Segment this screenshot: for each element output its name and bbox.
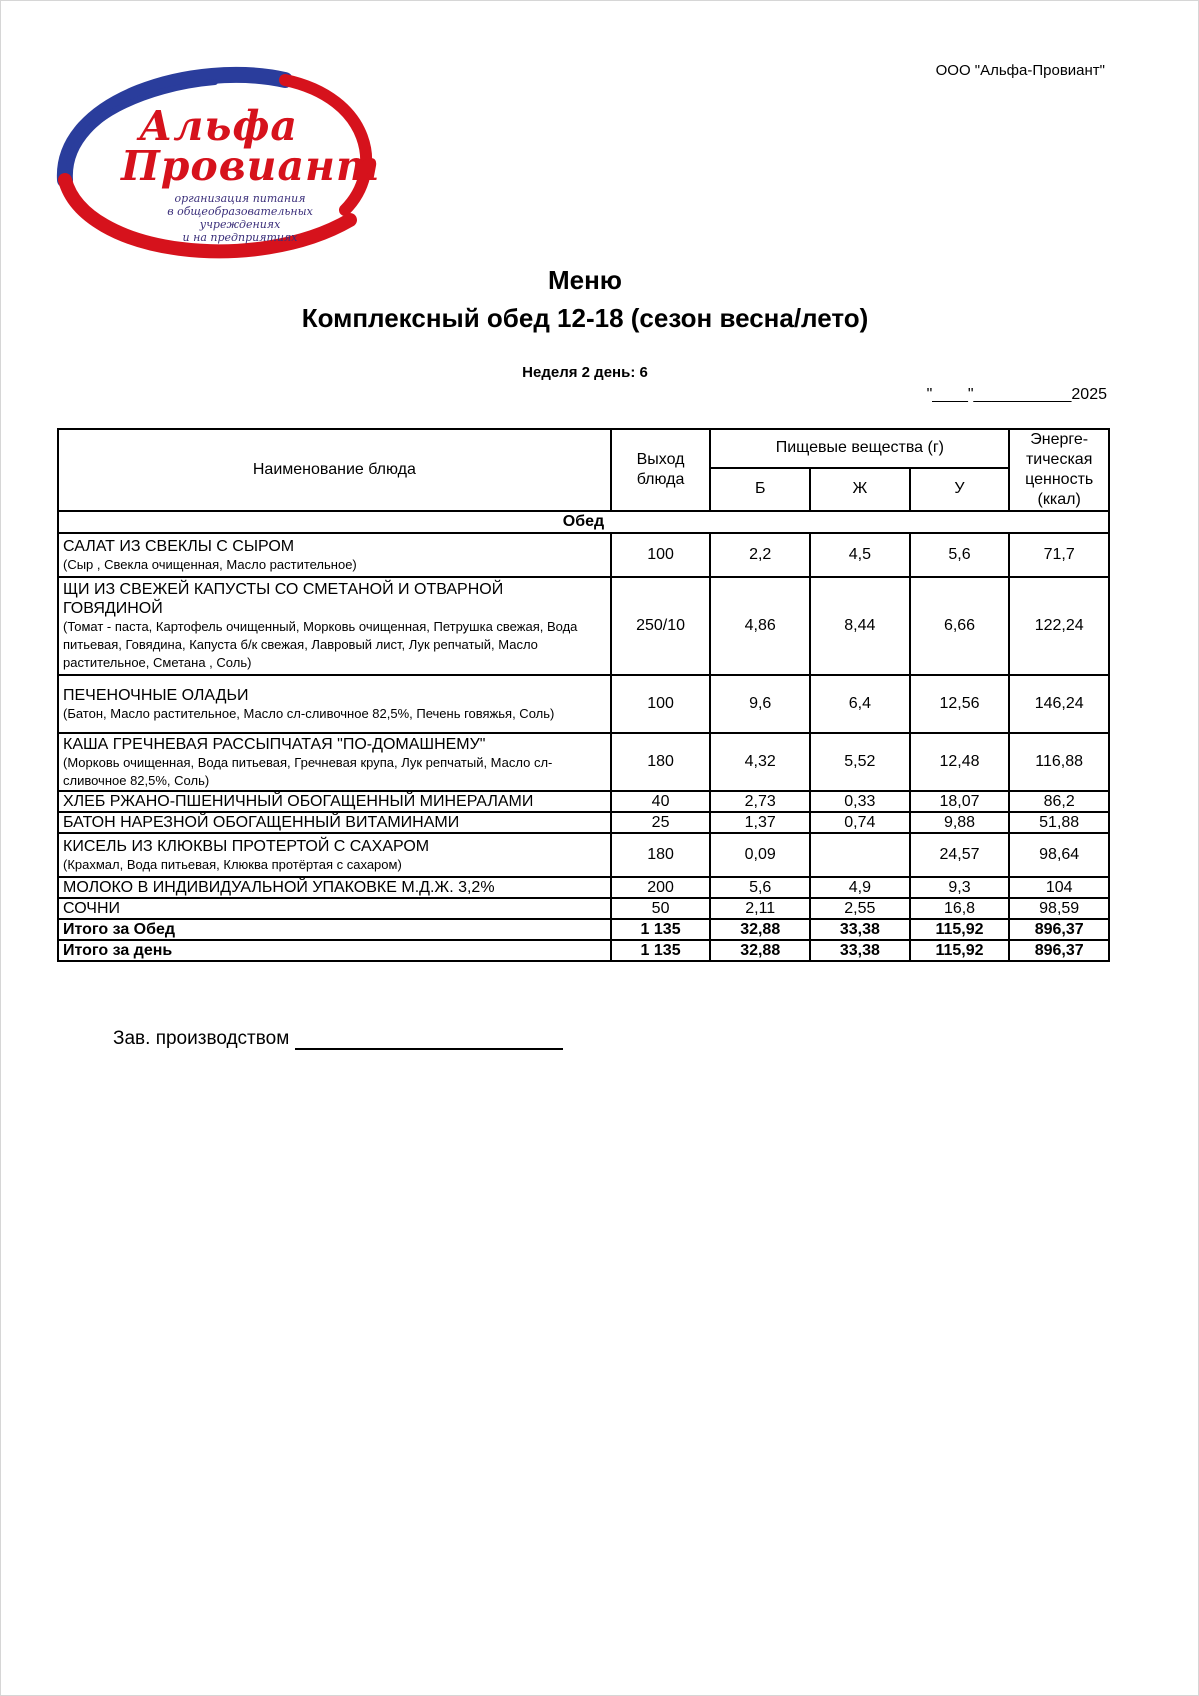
dish-name: БАТОН НАРЕЗНОЙ ОБОГАЩЕННЫЙ ВИТАМИНАМИ [58, 812, 611, 833]
dish-name: ПЕЧЕНОЧНЫЕ ОЛАДЬИ [63, 686, 249, 704]
dish-name: САЛАТ ИЗ СВЕКЛЫ С СЫРОМ [63, 537, 295, 555]
week-day-label: Неделя 2 день: 6 [522, 364, 648, 381]
dish-yield: 180 [611, 833, 711, 877]
dish-yield: 180 [611, 733, 711, 791]
dish-proteins: 4,32 [710, 733, 810, 791]
dish-yield: 250/10 [611, 577, 711, 675]
dish-carbs: 9,88 [910, 812, 1010, 833]
dish-name: ХЛЕБ РЖАНО-ПШЕНИЧНЫЙ ОБОГАЩЕННЫЙ МИНЕРАЛАМИ [58, 791, 611, 812]
table-row [58, 812, 1109, 833]
dish-name: ЩИ ИЗ СВЕЖЕЙ КАПУСТЫ СО СМЕТАНОЙ И ОТВАРНОЙ ГОВЯДИНОЙ [63, 581, 504, 617]
dish-kcal: 86,2 [1009, 791, 1109, 812]
total-kcal: 896,37 [1009, 919, 1109, 940]
table-row [58, 733, 1109, 791]
dish-name: СОЧНИ [58, 898, 611, 919]
dish-fats: 0,74 [810, 812, 910, 833]
dish-yield: 50 [611, 898, 711, 919]
total-fats: 33,38 [810, 919, 910, 940]
table-row [58, 791, 1109, 812]
dish-ingredients: (Батон, Масло растительное, Масло сл-сливочное 82,5%, Печень говяжья, Соль) [63, 705, 555, 721]
dish-carbs: 16,8 [910, 898, 1010, 919]
dish-yield: 25 [611, 812, 711, 833]
header-fats: Ж [810, 468, 910, 511]
logo-tagline: организация питания в общеобразовательных учреждениях и на предприятиях [167, 192, 313, 244]
dish-fats: 6,4 [810, 675, 910, 733]
dish-fats: 5,52 [810, 733, 910, 791]
total-proteins: 32,88 [710, 940, 810, 961]
company-logo [55, 60, 388, 268]
header-proteins: Б [710, 468, 810, 511]
header-nutrients: Пищевые вещества (г) [710, 429, 1009, 468]
dish-fats: 8,44 [810, 577, 910, 675]
date-line: "____"___________2025 [926, 386, 1107, 403]
dish-carbs: 6,66 [910, 577, 1010, 675]
dish-kcal: 98,59 [1009, 898, 1109, 919]
logo-word-alfa: Альфа [139, 102, 298, 150]
dish-carbs: 12,56 [910, 675, 1010, 733]
dish-kcal: 104 [1009, 877, 1109, 898]
total-label: Итого за Обед [58, 919, 611, 940]
header-dish-name: Наименование блюда [58, 429, 611, 511]
signature-line [295, 1030, 563, 1050]
total-fats: 33,38 [810, 940, 910, 961]
dish-fats: 0,33 [810, 791, 910, 812]
table-row [58, 877, 1109, 898]
signature-label: Зав. производством [113, 1028, 290, 1049]
total-proteins: 32,88 [710, 919, 810, 940]
table-row [58, 577, 1109, 675]
dish-carbs: 24,57 [910, 833, 1010, 877]
dish-kcal: 122,24 [1009, 577, 1109, 675]
dish-proteins: 0,09 [710, 833, 810, 877]
dish-fats: 4,9 [810, 877, 910, 898]
dish-carbs: 5,6 [910, 533, 1010, 577]
total-carbs: 115,92 [910, 940, 1010, 961]
dish-carbs: 18,07 [910, 791, 1010, 812]
dish-kcal: 71,7 [1009, 533, 1109, 577]
dish-proteins: 2,11 [710, 898, 810, 919]
dish-proteins: 2,2 [710, 533, 810, 577]
dish-proteins: 2,73 [710, 791, 810, 812]
dish-carbs: 12,48 [910, 733, 1010, 791]
total-carbs: 115,92 [910, 919, 1010, 940]
dish-name: КАША ГРЕЧНЕВАЯ РАССЫПЧАТАЯ "ПО-ДОМАШНЕМУ" [63, 735, 486, 753]
dish-kcal: 146,24 [1009, 675, 1109, 733]
dish-kcal: 98,64 [1009, 833, 1109, 877]
signature-block [113, 1028, 563, 1050]
dish-ingredients: (Томат - паста, Картофель очищенный, Морковь очищенная, Петрушка свежая, Вода питьевая, Говядина, Капуста б/к свежая, Лавровый лист, Лук репчатый, Масло растительное, Сметана , Соль) [63, 619, 578, 670]
table-row [58, 898, 1109, 919]
page-title: Меню [547, 265, 623, 295]
dish-fats [810, 833, 910, 877]
total-yield: 1 135 [611, 940, 711, 961]
total-kcal: 896,37 [1009, 940, 1109, 961]
menu-table [57, 428, 1110, 962]
dish-ingredients: (Морковь очищенная, Вода питьевая, Гречневая крупа, Лук репчатый, Масло сл-сливочное 82,5%, Соль) [63, 754, 553, 788]
dish-proteins: 9,6 [710, 675, 810, 733]
dish-name: МОЛОКО В ИНДИВИДУАЛЬНОЙ УПАКОВКЕ М.Д.Ж. 3,2% [58, 877, 611, 898]
page-subtitle: Комплексный обед 12-18 (сезон весна/лето) [301, 303, 869, 333]
total-yield: 1 135 [611, 919, 711, 940]
dish-proteins: 1,37 [710, 812, 810, 833]
dish-proteins: 4,86 [710, 577, 810, 675]
dish-fats: 4,5 [810, 533, 910, 577]
company-name: ООО "Альфа-Провиант" [935, 62, 1105, 79]
dish-proteins: 5,6 [710, 877, 810, 898]
dish-kcal: 116,88 [1009, 733, 1109, 791]
dish-yield: 40 [611, 791, 711, 812]
dish-name: КИСЕЛЬ ИЗ КЛЮКВЫ ПРОТЕРТОЙ С САХАРОМ [63, 837, 430, 855]
table-row [58, 533, 1109, 577]
header-yield: Выход блюда [611, 429, 711, 511]
table-row [58, 675, 1109, 733]
total-row-lunch [58, 919, 1109, 940]
header-energy: Энерге-тическая ценность (ккал) [1009, 429, 1109, 511]
dish-fats: 2,55 [810, 898, 910, 919]
table-row [58, 833, 1109, 877]
total-row-day [58, 940, 1109, 961]
dish-ingredients: (Крахмал, Вода питьевая, Клюква протёртая с сахаром) [63, 856, 402, 872]
logo-word-proviant: Провиант [121, 142, 381, 190]
dish-kcal: 51,88 [1009, 812, 1109, 833]
section-label: Обед [58, 511, 1109, 533]
dish-yield: 100 [611, 675, 711, 733]
dish-carbs: 9,3 [910, 877, 1010, 898]
total-label: Итого за день [58, 940, 611, 961]
dish-ingredients: (Сыр , Свекла очищенная, Масло растительное) [63, 556, 357, 572]
dish-yield: 100 [611, 533, 711, 577]
dish-yield: 200 [611, 877, 711, 898]
header-carbs: У [910, 468, 1010, 511]
